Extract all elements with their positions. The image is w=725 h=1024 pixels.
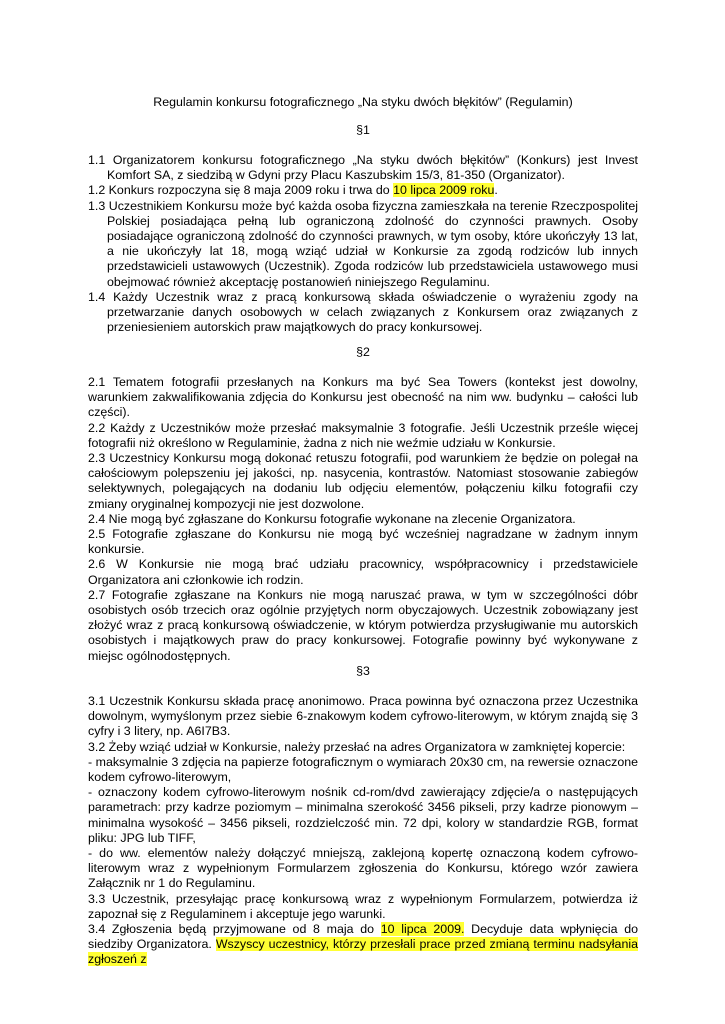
paragraph-2-3: 2.3 Uczestnicy Konkursu mogą dokonać retuszu fotografii, pod warunkiem że będzie on polegał na całościowym polepszeniu jej jakości, np. nasycenia, kontrastów. Natomiast stosowanie zabiegów selektywnych, polegających na dodaniu lub odjęciu elementów, połączeniu kilku fotografii czy zmiany oryginalnej kompozycji nie jest dozwolone. bbox=[88, 451, 638, 511]
list-item-envelope: - do ww. elementów należy dołączyć mniejszą, zaklejoną kopertę oznaczoną kodem cyfrowo-literowym wraz z wypełnionym Formularzem zgłoszenia do Konkursu, którego wzór zawiera Załącznik nr 1 do Regulaminu. bbox=[88, 846, 638, 891]
paragraph-3-4-mid: Decyduje data wpłynięcia do siedziby Organizatora. bbox=[88, 922, 638, 952]
paragraph-2-5: 2.5 Fotografie zgłaszane do Konkursu nie mogą być wcześniej nagradzane w żadnym innym konkursie. bbox=[88, 527, 638, 557]
paragraph-1-3: 1.3 Uczestnikiem Konkursu może być każda osoba fizyczna zamieszkała na terenie Rzeczpospolitej Polskiej posiadająca pełną lub ograniczoną zdolność do czynności prawnych. Osoby posiadające ograniczoną zdolność do czynności prawnych, w tym osoby, które ukończyły 13 lat, a nie ukończyły lat 18, mogą wziąć udział w Konkursie za zgodą rodziców lub innych przedstawicieli ustawowych (Uczestnik). Zgoda rodziców lub przedstawiciela ustawowego musi obejmować również akceptację postanowień niniejszego Regulaminu. bbox=[88, 198, 638, 289]
section-heading-2: §2 bbox=[356, 345, 370, 359]
paragraph-3-1: 3.1 Uczestnik Konkursu składa pracę anonimowo. Praca powinna być oznaczona przez Uczestnika dowolnym, wymyślonym przez siebie 6-znakowym kodem cyfrowo-literowym, w którym znajdą się 3 cyfry i 3 litery, np. A6I7B3. bbox=[88, 694, 638, 739]
document-title: Regulamin konkursu fotograficznego „Na styku dwóch błękitów” (Regulamin) bbox=[153, 95, 573, 109]
paragraph-1-2 bbox=[88, 183, 638, 198]
section-1-body bbox=[88, 153, 638, 335]
section-heading-1: §1 bbox=[356, 123, 370, 137]
section-heading-3: §3 bbox=[356, 664, 370, 678]
highlight-end-date: 10 lipca 2009 roku bbox=[393, 183, 495, 198]
list-item-cd: - oznaczony kodem cyfrowo-literowym nośnik cd-rom/dvd zawierający zdjęcie/a o następujących parametrach: przy kadrze poziomym – minimalna szerokość 3456 pikseli, przy kadrze pionowym – minimalna wysokość – 3456 pikseli, rozdzielczość min. 72 dpi, kolory w standardzie RGB, format pliku: JPG lub TIFF, bbox=[88, 785, 638, 845]
paragraph-2-6: 2.6 W Konkursie nie mogą brać udziału pracownicy, współpracownicy i przedstawiciele Organizatora ani członkowie ich rodzin. bbox=[88, 557, 638, 587]
paragraph-2-2: 2.2 Każdy z Uczestników może przesłać maksymalnie 3 fotografie. Jeśli Uczestnik prześle więcej fotografii niż określono w Regulaminie, żadna z nich nie weźmie udziału w Konkursie. bbox=[88, 420, 638, 450]
paragraph-2-1: 2.1 Tematem fotografii przesłanych na Konkurs ma być Sea Towers (kontekst jest dowolny, warunkiem zakwalifikowania zdjęcia do Konkursu jest obecność na nim ww. budynku – całości lub części). bbox=[88, 375, 638, 420]
section-3-body bbox=[88, 694, 638, 968]
highlight-participants-note: Wszyscy uczestnicy, którzy przesłali prace przed zmianą terminu nadsyłania zgłoszeń z bbox=[88, 937, 638, 967]
paragraph-2-4: 2.4 Nie mogą być zgłaszane do Konkursu fotografie wykonane na zlecenie Organizatora. bbox=[88, 511, 576, 526]
paragraph-2-7: 2.7 Fotografie zgłaszane na Konkurs nie mogą naruszać prawa, w tym w szczególności dóbr osobistych osób trzecich oraz ogólnie przyjętych norm obyczajowych. Uczestnik zobowiązany jest złożyć wraz z pracą konkursową oświadczenie, w którym potwierdza przysługiwanie mu autorskich osobistych i majątkowych praw do pracy konkursowej. Fotografie powinny być wykonywane z miejsc ogólnodostępnych. bbox=[88, 587, 638, 663]
section-2-body bbox=[88, 375, 638, 664]
paragraph-1-2-text: 1.2 Konkurs rozpoczyna się 8 maja 2009 roku i trwa do bbox=[88, 183, 394, 198]
paragraph-1-1: 1.1 Organizatorem konkursu fotograficznego „Na styku dwóch błękitów” (Konkurs) jest Invest Komfort SA, z siedzibą w Gdyni przy Placu Kaszubskim 15/3, 81-350 (Organizator). bbox=[88, 153, 638, 183]
highlight-deadline: 10 lipca 2009. bbox=[380, 922, 465, 937]
paragraph-1-2-end: . bbox=[494, 183, 498, 198]
paragraph-3-4-text: 3.4 Zgłoszenia będą przyjmowane od 8 maja do bbox=[88, 922, 381, 937]
paragraph-3-4 bbox=[88, 922, 638, 968]
paragraph-3-3: 3.3 Uczestnik, przesyłając pracę konkursową wraz z wypełnionym Formularzem, potwierdza iż zapoznał się z Regulaminem i akceptuje jego warunki. bbox=[88, 891, 638, 921]
list-item-photos: - maksymalnie 3 zdjęcia na papierze fotograficznym o wymiarach 20x30 cm, na rewersie oznaczone kodem cyfrowo-literowym, bbox=[88, 754, 638, 785]
paragraph-1-4: 1.4 Każdy Uczestnik wraz z pracą konkursową składa oświadczenie o wyrażeniu zgody na przetwarzanie danych osobowych w celach związanych z Konkursem oraz związanych z przeniesieniem autorskich praw majątkowych do pracy konkursowej. bbox=[88, 289, 638, 335]
paragraph-3-2: 3.2 Żeby wziąć udział w Konkursie, należy przesłać na adres Organizatora w zamkniętej kopercie: bbox=[88, 739, 626, 754]
